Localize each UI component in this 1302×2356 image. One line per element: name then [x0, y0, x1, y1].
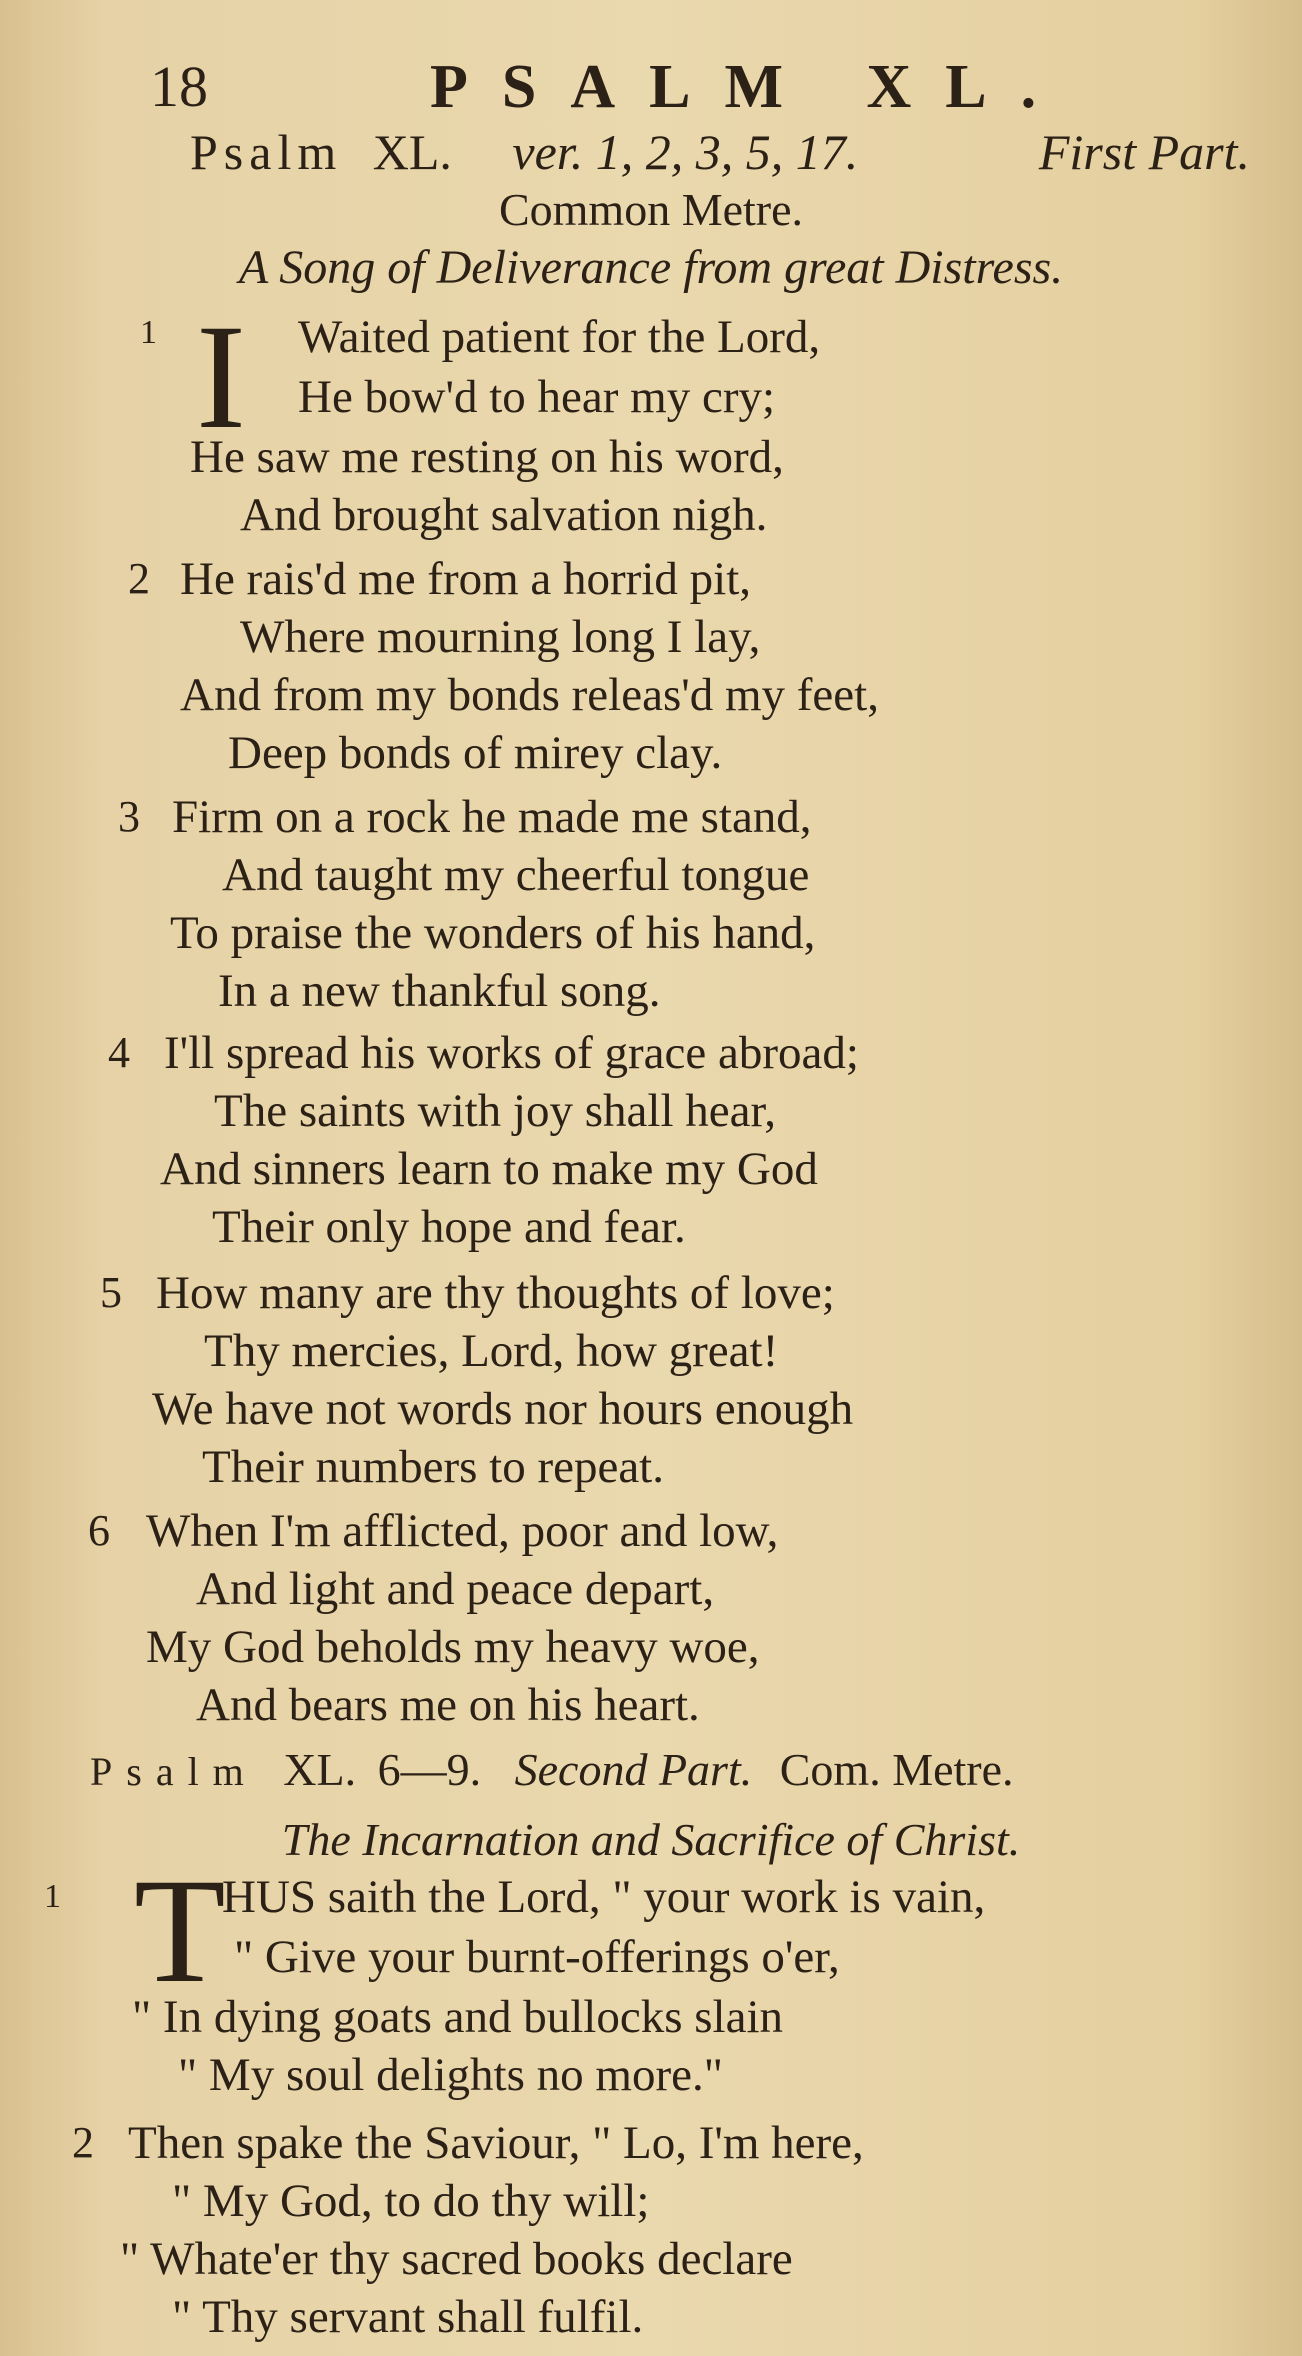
stanza-number: 2	[128, 554, 150, 603]
verse-line: And from my bonds releas'd my feet,	[180, 669, 879, 721]
verse-line: Their only hope and fear.	[212, 1201, 686, 1253]
verse-line: He saw me resting on his word,	[190, 431, 784, 483]
stanza-number: 2	[72, 2118, 94, 2167]
stanza-number: 1	[140, 314, 157, 351]
stanza-number: 3	[118, 792, 140, 841]
psalm-part: First Part.	[1038, 124, 1250, 180]
verse-line: And sinners learn to make my God	[160, 1143, 818, 1195]
verse-line: I'll spread his works of grace abroad;	[164, 1027, 859, 1079]
verse-line: " Give your burnt-offerings o'er,	[234, 1931, 840, 1983]
verse-line: Firm on a rock he made me stand,	[172, 791, 812, 843]
drop-cap: I	[196, 294, 246, 460]
psalm-verses: ver. 1, 2, 3, 5, 17.	[512, 124, 859, 180]
verse-line: " Whate'er thy sacred books declare	[120, 2233, 793, 2285]
verse-line: The saints with joy shall hear,	[214, 1085, 777, 1137]
part2-subtitle: The Incarnation and Sacrifice of Christ.	[281, 1814, 1021, 1865]
part1-subtitle: A Song of Deliverance from great Distress.	[238, 241, 1064, 294]
verse-line: My God beholds my heavy woe,	[146, 1621, 760, 1673]
psalm-verses: 6—9.	[377, 1744, 482, 1795]
verse-line: When I'm afflicted, poor and low,	[146, 1505, 779, 1557]
running-title: PSALM XL.	[430, 53, 1071, 121]
verse-line: To praise the wonders of his hand,	[170, 907, 816, 959]
verse-line: HUS saith the Lord, " your work is vain,	[222, 1871, 986, 1923]
verse-line: He rais'd me from a horrid pit,	[180, 553, 751, 605]
psalm-part: Second Part.	[514, 1744, 753, 1795]
drop-cap: T	[134, 1848, 226, 2014]
psalm-metre: Com. Metre.	[779, 1744, 1014, 1795]
page-number: 18	[150, 54, 208, 119]
stanza-number: 4	[108, 1028, 130, 1077]
stanza-number: 6	[88, 1506, 110, 1555]
psalm-word: Psalm	[90, 1749, 258, 1794]
verse-line: Waited patient for the Lord,	[298, 311, 821, 363]
stanza-number: 5	[100, 1268, 122, 1317]
verse-line: In a new thankful song.	[218, 965, 661, 1017]
verse-line: " Thy servant shall fulfil.	[172, 2291, 644, 2343]
psalm-number: XL.	[283, 1744, 357, 1795]
verse-line: And brought salvation nigh.	[240, 489, 768, 541]
verse-line: He bow'd to hear my cry;	[298, 371, 776, 423]
verse-line: Deep bonds of mirey clay.	[228, 727, 723, 779]
verse-line: " My soul delights no more."	[178, 2049, 723, 2101]
verse-line: Their numbers to repeat.	[202, 1441, 664, 1493]
verse-line: We have not words nor hours enough	[152, 1383, 854, 1435]
verse-line: And bears me on his heart.	[196, 1679, 700, 1731]
verse-line: And taught my cheerful tongue	[222, 849, 810, 901]
verse-line: Thy mercies, Lord, how great!	[204, 1325, 779, 1377]
verse-line: Then spake the Saviour, " Lo, I'm here,	[128, 2117, 864, 2169]
psalm-number: XL.	[372, 124, 452, 180]
part1-heading	[190, 122, 1270, 182]
verse-line: " In dying goats and bullocks slain	[132, 1991, 784, 2043]
verse-line: And light and peace depart,	[196, 1563, 715, 1615]
stanza-number: 1	[44, 1878, 61, 1915]
part2-heading	[90, 1740, 1290, 1802]
running-header	[0, 52, 1302, 122]
part1-metre: Common Metre.	[498, 184, 804, 235]
verse-line: Where mourning long I lay,	[240, 611, 761, 663]
psalm-word: Psalm	[190, 124, 343, 180]
verse-line: " My God, to do thy will;	[172, 2175, 650, 2227]
verse-line: How many are thy thoughts of love;	[156, 1267, 835, 1319]
